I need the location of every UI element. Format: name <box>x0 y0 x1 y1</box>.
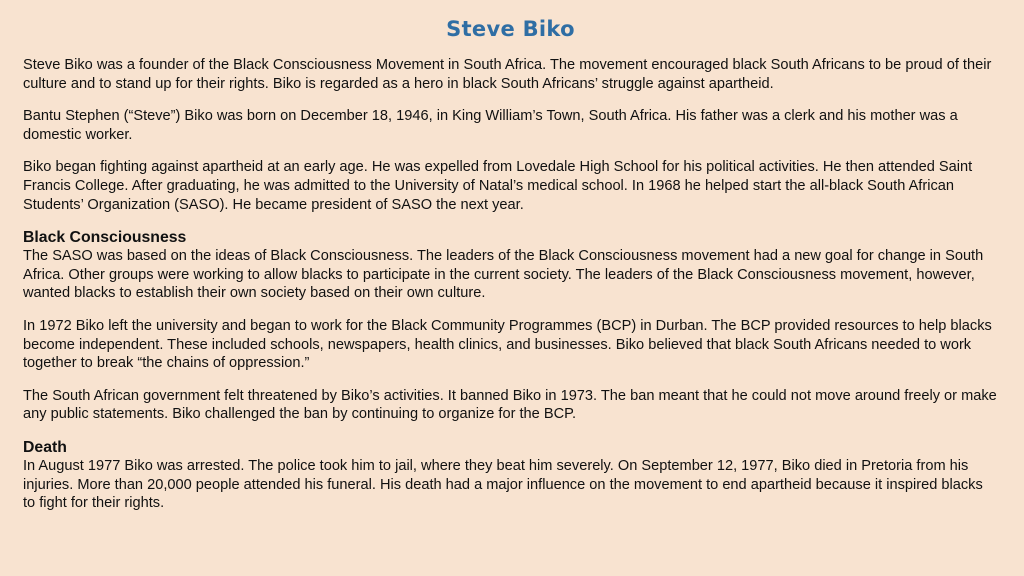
birth-paragraph: Bantu Stephen (“Steve”) Biko was born on December 18, 1946, in King William’s Town, South Africa. His father was a clerk and his mother was a domestic worker. <box>23 108 958 143</box>
section-paragraph: The SASO was based on the ideas of Black Consciousness. The leaders of the Black Consciousness movement had a new goal for change in South Africa. Other groups were working to allow blacks to participate in the current society. The leaders of the Black Consciousness movement, however, wanted blacks to establish their own society based on their own culture. <box>23 248 984 302</box>
intro-paragraph: Steve Biko was a founder of the Black Consciousness Movement in South Africa. The movement encouraged black South Africans to be proud of their culture and to stand up for their rights. Biko is regarded as a hero in black South Africans’ struggle against apartheid. <box>23 57 992 92</box>
section-heading: Death <box>23 438 67 456</box>
section-paragraph: The South African government felt threatened by Biko’s activities. It banned Biko in 1973. The ban meant that he could not move around freely or make any public statements. Biko challenged the ban by continuing to organize for the BCP. <box>23 387 997 423</box>
page-title: Steve Biko <box>446 17 575 41</box>
early-activism-paragraph: Biko began fighting against apartheid at an early age. He was expelled from Lovedale High School for his political activities. He then attended Saint Francis College. After graduating, he was admitted to the University of Natal’s medical school. In 1968 he helped start the all-black South African Students’ Organization (SASO). He became president of SASO the next year. <box>23 159 973 213</box>
section-paragraph: In 1972 Biko left the university and began to work for the Black Community Programmes (BCP) in Durban. The BCP provided resources to help blacks become independent. These included schools, newspapers, health clinics, and businesses. Biko believed that black South Africans needed to work together to break “the chains of oppression.” <box>23 317 992 372</box>
section-death <box>23 438 998 513</box>
section-paragraph: In August 1977 Biko was arrested. The police took him to jail, where they beat him severely. On September 12, 1977, Biko died in Pretoria from his injuries. More than 20,000 people attended his funeral. His death had a major influence on the movement to end apartheid because it inspired blacks to fight for their rights. <box>23 457 983 512</box>
section-heading: Black Consciousness <box>23 229 187 247</box>
section-black-consciousness <box>23 228 998 303</box>
